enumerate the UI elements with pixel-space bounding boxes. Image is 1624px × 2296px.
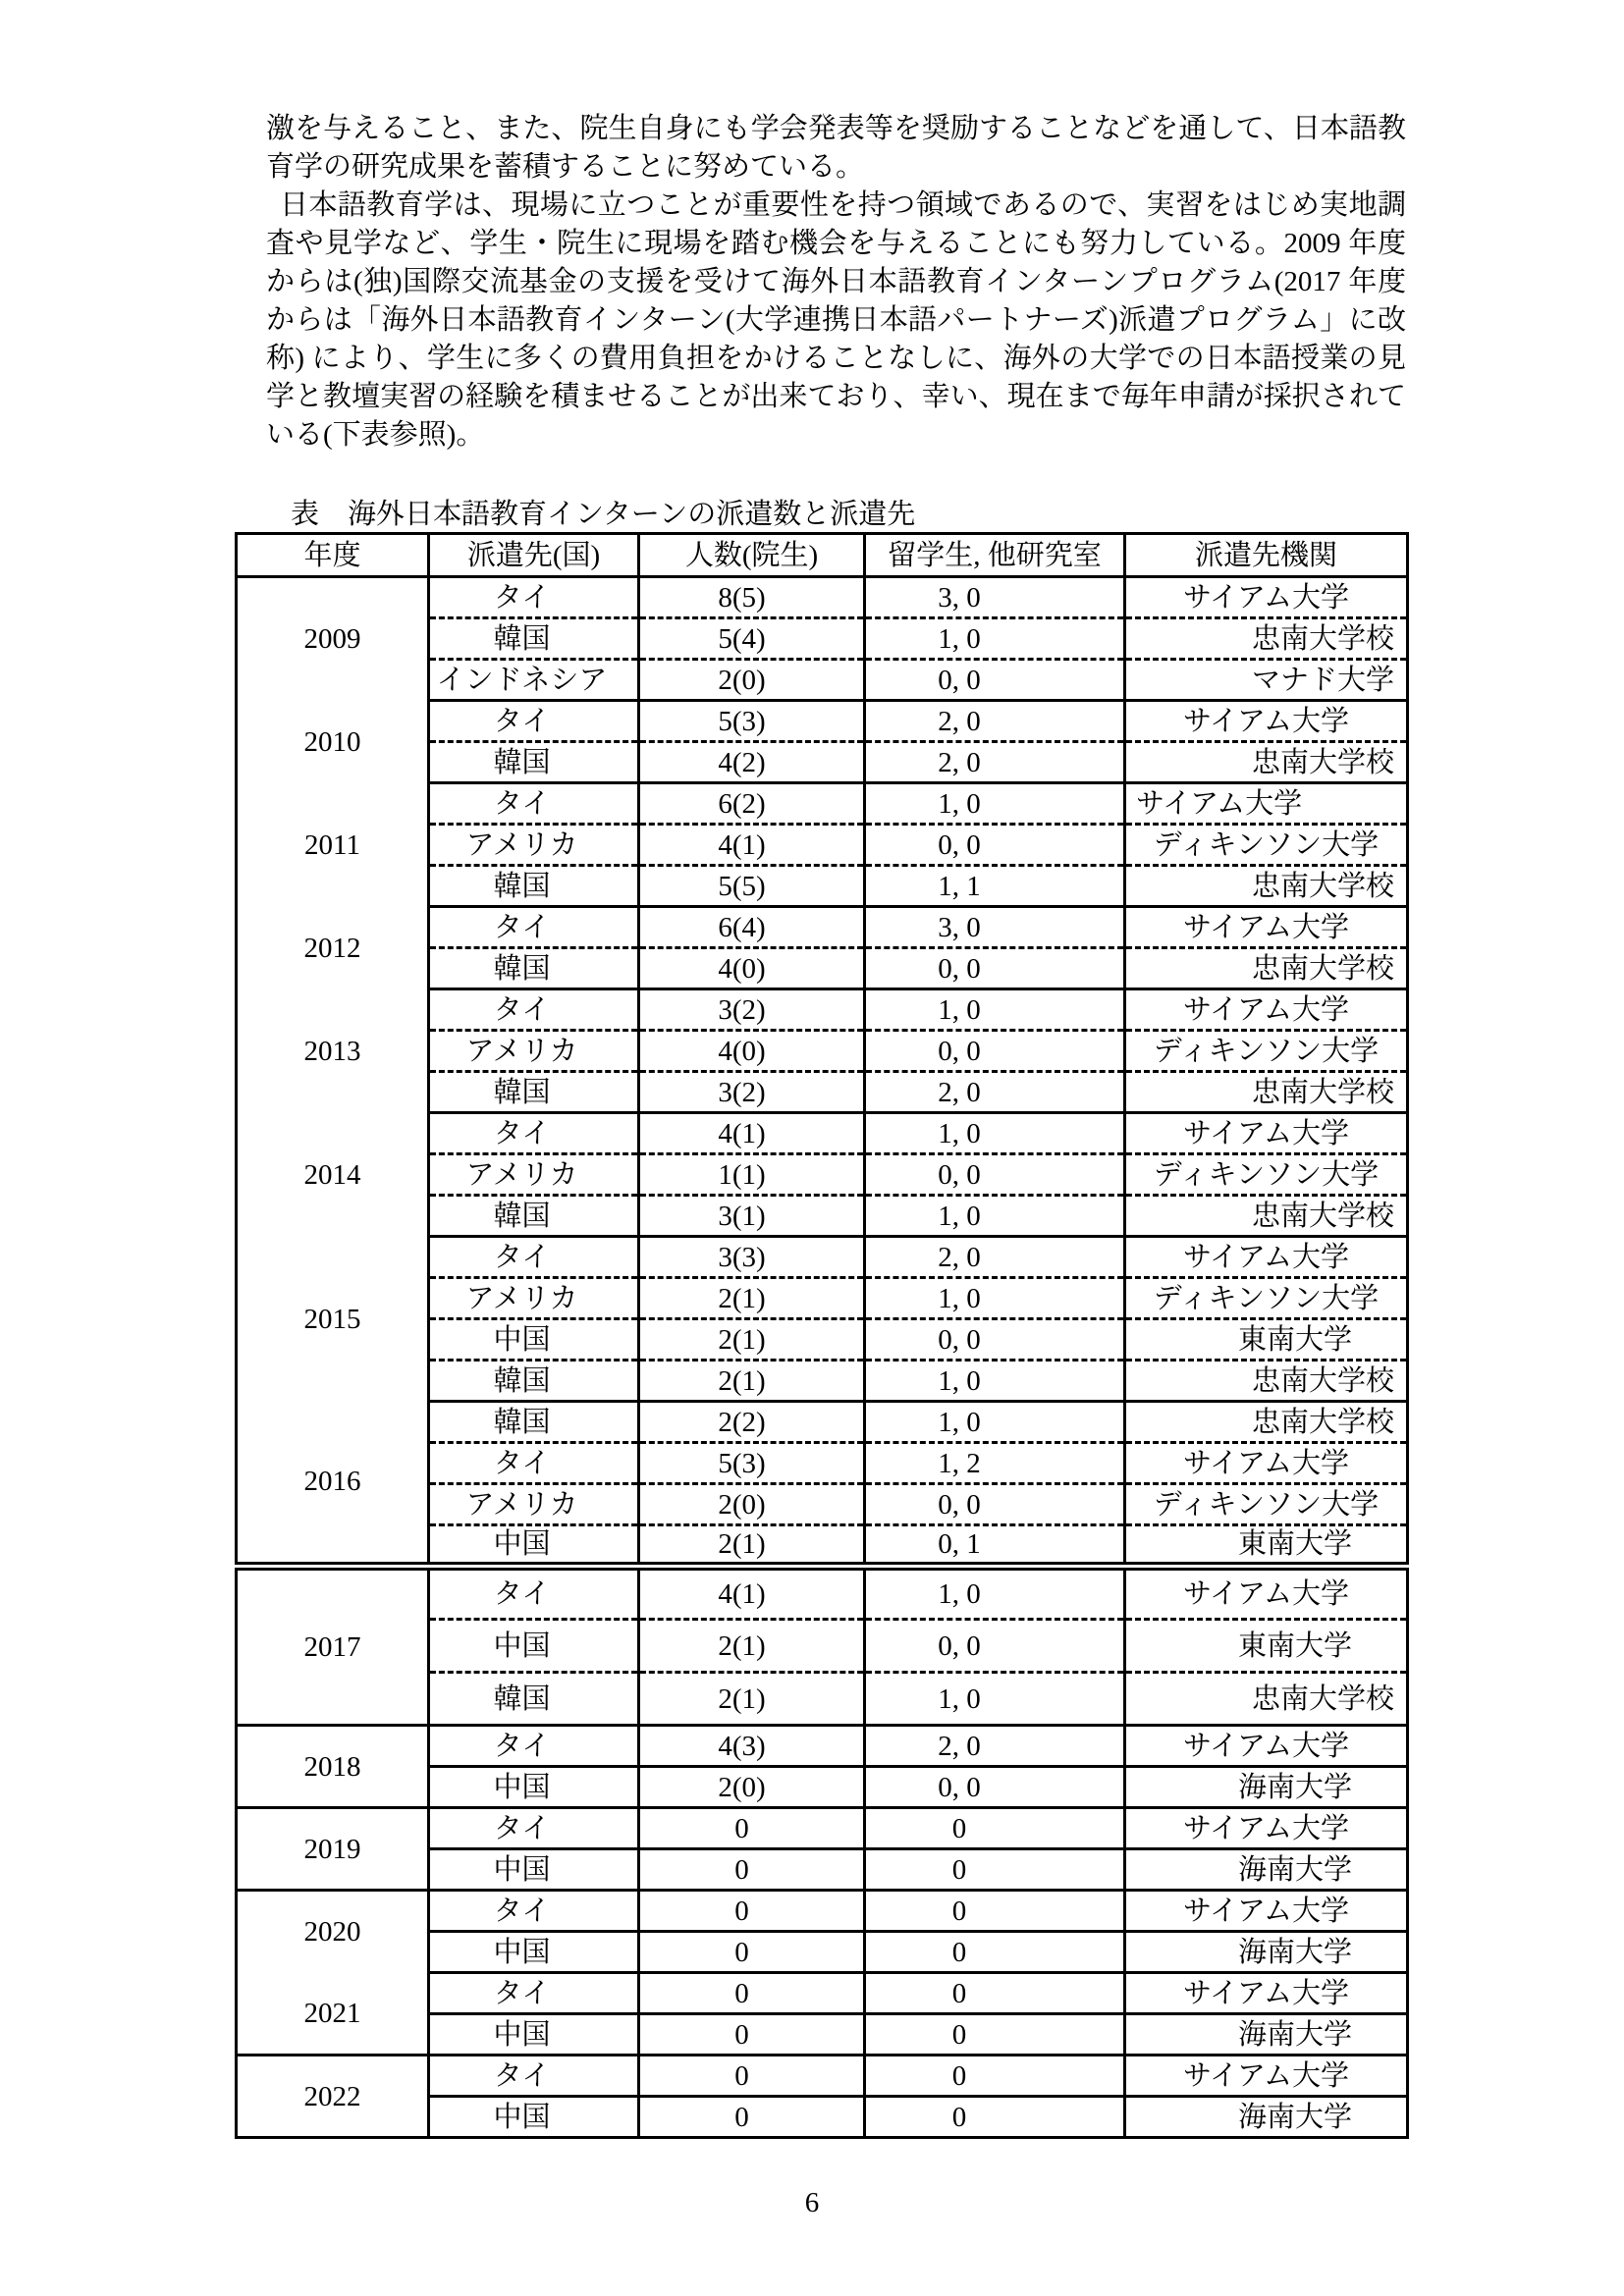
- country-cell: インドネシア: [429, 660, 639, 701]
- institution-cell: 忠南大学校: [1125, 948, 1408, 989]
- institution-cell: 忠南大学校: [1125, 1196, 1408, 1237]
- institution-cell: サイアム大学: [1125, 701, 1408, 742]
- students-cell: 0, 0: [865, 825, 1125, 866]
- country-cell: 中国: [429, 1849, 639, 1891]
- year-cell: 2013: [237, 989, 429, 1113]
- institution-cell: ディキンソン大学: [1125, 1031, 1408, 1072]
- count-cell: 5(3): [639, 1443, 865, 1484]
- year-cell: 2017: [237, 1567, 429, 1726]
- country-cell: 韓国: [429, 1072, 639, 1113]
- table-row: [237, 989, 1408, 1031]
- students-cell: 0, 1: [865, 1525, 1125, 1567]
- students-cell: 2, 0: [865, 1726, 1125, 1767]
- count-cell: 5(4): [639, 618, 865, 660]
- country-cell: アメリカ: [429, 1031, 639, 1072]
- students-cell: 1, 0: [865, 1567, 1125, 1620]
- students-cell: 1, 0: [865, 1673, 1125, 1726]
- count-cell: 2(1): [639, 1319, 865, 1361]
- institution-cell: 海南大学: [1125, 1849, 1408, 1891]
- count-cell: 2(0): [639, 660, 865, 701]
- institution-cell: サイアム大学: [1125, 1443, 1408, 1484]
- institution-cell: サイアム大学: [1125, 1726, 1408, 1767]
- students-cell: 0: [865, 1932, 1125, 1973]
- country-cell: タイ: [429, 783, 639, 825]
- count-cell: 4(0): [639, 1031, 865, 1072]
- students-cell: 2, 0: [865, 1237, 1125, 1278]
- students-cell: 0, 0: [865, 660, 1125, 701]
- country-cell: 韓国: [429, 618, 639, 660]
- col-header-students: 留学生, 他研究室: [865, 534, 1125, 577]
- institution-cell: 忠南大学校: [1125, 1673, 1408, 1726]
- count-cell: 5(5): [639, 866, 865, 907]
- country-cell: タイ: [429, 1113, 639, 1154]
- year-cell: 2009: [237, 577, 429, 701]
- institution-cell: 忠南大学校: [1125, 742, 1408, 783]
- count-cell: 2(1): [639, 1361, 865, 1402]
- institution-cell: サイアム大学: [1125, 2056, 1408, 2097]
- students-cell: 2, 0: [865, 701, 1125, 742]
- body-paragraph: 日本語教育学は、現場に立つことが重要性を持つ領域であるので、実習をはじめ実地調査や見学など、学生・院生に現場を踏む機会を与えることにも努力している。2009 年度からは(独)国際交流基金の支援を受けて海外日本語教育インターンプログラム(2017 年度からは「海外日本語教育インターン(大学連携日本語パートナーズ)派遣プログラム」に改称) により、学生に多くの費用負担をかけることなしに、海外の大学での日本語授業の見学と教壇実習の経験を積ませることが出来ており、幸い、現在まで毎年申請が採択されている(下表参照)。: [266, 189, 1406, 451]
- count-cell: 2(0): [639, 1484, 865, 1525]
- country-cell: 中国: [429, 1525, 639, 1567]
- country-cell: アメリカ: [429, 1154, 639, 1196]
- institution-cell: 忠南大学校: [1125, 1072, 1408, 1113]
- table-row: [237, 1237, 1408, 1278]
- country-cell: タイ: [429, 1808, 639, 1849]
- students-cell: 0, 0: [865, 1031, 1125, 1072]
- students-cell: 0: [865, 2056, 1125, 2097]
- country-cell: タイ: [429, 577, 639, 618]
- table-row: [237, 1402, 1408, 1443]
- country-cell: タイ: [429, 1237, 639, 1278]
- table-row: [237, 1891, 1408, 1932]
- students-cell: 0: [865, 1808, 1125, 1849]
- students-cell: 1, 1: [865, 866, 1125, 907]
- students-cell: 1, 2: [865, 1443, 1125, 1484]
- students-cell: 0: [865, 2097, 1125, 2138]
- country-cell: 中国: [429, 2014, 639, 2056]
- count-cell: 2(2): [639, 1402, 865, 1443]
- institution-cell: サイアム大学: [1125, 1567, 1408, 1620]
- count-cell: 6(4): [639, 907, 865, 948]
- count-cell: 3(1): [639, 1196, 865, 1237]
- institution-cell: ディキンソン大学: [1125, 1484, 1408, 1525]
- year-cell: 2014: [237, 1113, 429, 1237]
- col-header-year: 年度: [237, 534, 429, 577]
- country-cell: 韓国: [429, 948, 639, 989]
- col-header-count: 人数(院生): [639, 534, 865, 577]
- students-cell: 0: [865, 1891, 1125, 1932]
- institution-cell: 東南大学: [1125, 1620, 1408, 1673]
- institution-cell: ディキンソン大学: [1125, 1154, 1408, 1196]
- count-cell: 0: [639, 1973, 865, 2014]
- year-cell: 2012: [237, 907, 429, 989]
- country-cell: タイ: [429, 1891, 639, 1932]
- count-cell: 0: [639, 1849, 865, 1891]
- country-cell: タイ: [429, 2056, 639, 2097]
- count-cell: 0: [639, 1808, 865, 1849]
- count-cell: 4(3): [639, 1726, 865, 1767]
- students-cell: 0, 0: [865, 1154, 1125, 1196]
- institution-cell: サイアム大学: [1125, 1973, 1408, 2014]
- institution-cell: サイアム大学: [1125, 1891, 1408, 1932]
- page-number: 6: [804, 2187, 820, 2218]
- count-cell: 4(0): [639, 948, 865, 989]
- count-cell: 5(3): [639, 701, 865, 742]
- institution-cell: 忠南大学校: [1125, 618, 1408, 660]
- dispatch-table: [235, 532, 1409, 2139]
- students-cell: 3, 0: [865, 907, 1125, 948]
- institution-cell: 忠南大学校: [1125, 866, 1408, 907]
- students-cell: 1, 0: [865, 1113, 1125, 1154]
- country-cell: アメリカ: [429, 1484, 639, 1525]
- country-cell: 韓国: [429, 742, 639, 783]
- count-cell: 4(2): [639, 742, 865, 783]
- institution-cell: 海南大学: [1125, 1767, 1408, 1808]
- country-cell: 韓国: [429, 1402, 639, 1443]
- students-cell: 1, 0: [865, 1402, 1125, 1443]
- students-cell: 0, 0: [865, 948, 1125, 989]
- country-cell: タイ: [429, 1726, 639, 1767]
- institution-cell: 海南大学: [1125, 2014, 1408, 2056]
- students-cell: 0, 0: [865, 1484, 1125, 1525]
- institution-cell: 忠南大学校: [1125, 1361, 1408, 1402]
- institution-cell: マナド大学: [1125, 660, 1408, 701]
- count-cell: 0: [639, 2097, 865, 2138]
- year-cell: 2018: [237, 1726, 429, 1808]
- count-cell: 2(1): [639, 1673, 865, 1726]
- country-cell: 中国: [429, 1319, 639, 1361]
- year-cell: 2021: [237, 1973, 429, 2056]
- table-row: [237, 783, 1408, 825]
- institution-cell: サイアム大学: [1125, 1237, 1408, 1278]
- country-cell: 韓国: [429, 1196, 639, 1237]
- country-cell: タイ: [429, 701, 639, 742]
- students-cell: 2, 0: [865, 1072, 1125, 1113]
- institution-cell: 海南大学: [1125, 2097, 1408, 2138]
- count-cell: 3(2): [639, 1072, 865, 1113]
- count-cell: 3(2): [639, 989, 865, 1031]
- header-row: [237, 534, 1408, 577]
- count-cell: 4(1): [639, 825, 865, 866]
- country-cell: アメリカ: [429, 1278, 639, 1319]
- count-cell: 0: [639, 2056, 865, 2097]
- institution-cell: 東南大学: [1125, 1525, 1408, 1567]
- students-cell: 0: [865, 1849, 1125, 1891]
- table-row: [237, 701, 1408, 742]
- count-cell: 0: [639, 2014, 865, 2056]
- count-cell: 2(1): [639, 1278, 865, 1319]
- table-row: [237, 1808, 1408, 1849]
- count-cell: 3(3): [639, 1237, 865, 1278]
- institution-cell: サイアム大学: [1125, 1808, 1408, 1849]
- year-cell: 2015: [237, 1237, 429, 1402]
- table-row: [237, 1726, 1408, 1767]
- students-cell: 0, 0: [865, 1319, 1125, 1361]
- count-cell: 8(5): [639, 577, 865, 618]
- count-cell: 0: [639, 1932, 865, 1973]
- students-cell: 1, 0: [865, 783, 1125, 825]
- institution-cell: ディキンソン大学: [1125, 1278, 1408, 1319]
- table-row: [237, 577, 1408, 618]
- table-row: [237, 1567, 1408, 1620]
- count-cell: 2(1): [639, 1525, 865, 1567]
- count-cell: 2(0): [639, 1767, 865, 1808]
- count-cell: 1(1): [639, 1154, 865, 1196]
- institution-cell: サイアム大学: [1125, 577, 1408, 618]
- count-cell: 4(1): [639, 1113, 865, 1154]
- students-cell: 1, 0: [865, 1278, 1125, 1319]
- institution-cell: サイアム大学: [1125, 907, 1408, 948]
- body-paragraph: 激を与えること、また、院生自身にも学会発表等を奨励することなどを通して、日本語教育学の研究成果を蓄積することに努めている。: [266, 113, 1406, 183]
- country-cell: 中国: [429, 1932, 639, 1973]
- country-cell: 中国: [429, 1620, 639, 1673]
- year-cell: 2016: [237, 1402, 429, 1567]
- year-cell: 2010: [237, 701, 429, 783]
- count-cell: 2(1): [639, 1620, 865, 1673]
- year-cell: 2022: [237, 2056, 429, 2138]
- students-cell: 0, 0: [865, 1620, 1125, 1673]
- country-cell: タイ: [429, 1567, 639, 1620]
- table-row: [237, 907, 1408, 948]
- count-cell: 0: [639, 1891, 865, 1932]
- count-cell: 4(1): [639, 1567, 865, 1620]
- students-cell: 0: [865, 1973, 1125, 2014]
- students-cell: 1, 0: [865, 1196, 1125, 1237]
- col-header-institution: 派遣先機関: [1125, 534, 1408, 577]
- year-cell: 2020: [237, 1891, 429, 1973]
- institution-cell: サイアム大学: [1125, 989, 1408, 1031]
- students-cell: 2, 0: [865, 742, 1125, 783]
- institution-cell: サイアム大学: [1125, 1113, 1408, 1154]
- country-cell: タイ: [429, 1973, 639, 2014]
- body-text: [266, 110, 1406, 454]
- students-cell: 3, 0: [865, 577, 1125, 618]
- col-header-country: 派遣先(国): [429, 534, 639, 577]
- institution-cell: ディキンソン大学: [1125, 825, 1408, 866]
- year-cell: 2011: [237, 783, 429, 907]
- country-cell: タイ: [429, 907, 639, 948]
- institution-cell: 忠南大学校: [1125, 1402, 1408, 1443]
- students-cell: 0, 0: [865, 1767, 1125, 1808]
- country-cell: 中国: [429, 2097, 639, 2138]
- table-caption: 表 海外日本語教育インターンの派遣数と派遣先: [291, 499, 916, 530]
- country-cell: 韓国: [429, 866, 639, 907]
- table-row: [237, 1973, 1408, 2014]
- institution-cell: 東南大学: [1125, 1319, 1408, 1361]
- country-cell: 中国: [429, 1767, 639, 1808]
- students-cell: 1, 0: [865, 989, 1125, 1031]
- institution-cell: サイアム大学: [1125, 783, 1408, 825]
- country-cell: タイ: [429, 1443, 639, 1484]
- count-cell: 6(2): [639, 783, 865, 825]
- country-cell: アメリカ: [429, 825, 639, 866]
- table-row: [237, 1113, 1408, 1154]
- students-cell: 1, 0: [865, 1361, 1125, 1402]
- students-cell: 0: [865, 2014, 1125, 2056]
- country-cell: 韓国: [429, 1673, 639, 1726]
- country-cell: タイ: [429, 989, 639, 1031]
- students-cell: 1, 0: [865, 618, 1125, 660]
- table-row: [237, 2056, 1408, 2097]
- institution-cell: 海南大学: [1125, 1932, 1408, 1973]
- year-cell: 2019: [237, 1808, 429, 1891]
- country-cell: 韓国: [429, 1361, 639, 1402]
